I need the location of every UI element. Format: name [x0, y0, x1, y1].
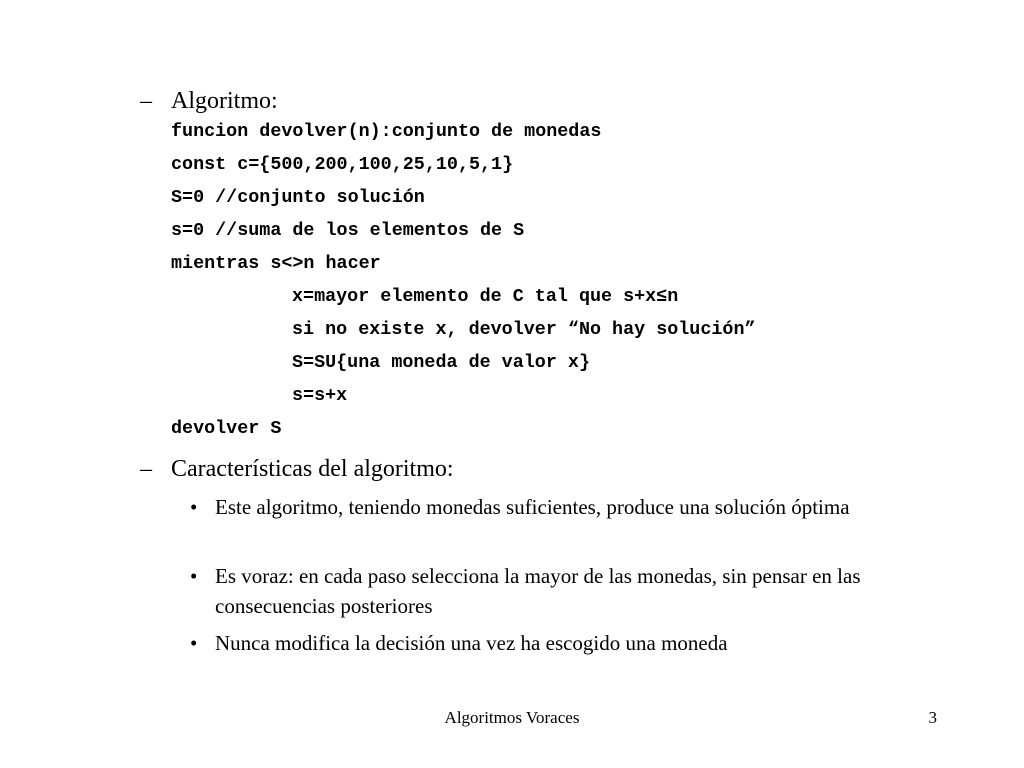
bullet-text: Nunca modifica la decisión una vez ha escogido una moneda	[215, 631, 728, 655]
footer-title: Algoritmos Voraces	[444, 708, 580, 727]
code-line: s=s+x	[292, 385, 348, 406]
code-line: funcion devolver(n):conjunto de monedas	[171, 121, 602, 142]
bullet-text: Este algoritmo, teniendo monedas suficientes, produce una solución óptima	[215, 495, 850, 519]
bullet-text: Es voraz: en cada paso selecciona la mayor de las monedas, sin pensar en las consecuencias posteriores	[215, 564, 861, 618]
bullet-marker: •	[190, 495, 198, 519]
code-line: devolver S	[171, 418, 282, 439]
section-dash: –	[140, 88, 152, 114]
section-heading-caracteristicas: Características del algoritmo:	[171, 456, 454, 482]
code-line: si no existe x, devolver “No hay solución”	[292, 319, 756, 340]
bullet-item	[190, 628, 950, 658]
bullet-marker: •	[190, 631, 198, 655]
code-line: mientras s<>n hacer	[171, 253, 381, 274]
code-line: S=0 //conjunto solución	[171, 187, 425, 208]
code-line: S=SU{una moneda de valor x}	[292, 352, 590, 373]
bullet-item	[190, 561, 950, 621]
bullet-marker: •	[190, 564, 198, 588]
code-line: s=0 //suma de los elementos de S	[171, 220, 525, 241]
bullet-item	[190, 492, 950, 522]
code-line: x=mayor elemento de C tal que s+x≤n	[292, 286, 679, 307]
section-dash: –	[140, 456, 152, 482]
section-heading-algoritmo: Algoritmo:	[171, 88, 278, 114]
page-number: 3	[928, 708, 937, 727]
code-line: const c={500,200,100,25,10,5,1}	[171, 154, 514, 175]
